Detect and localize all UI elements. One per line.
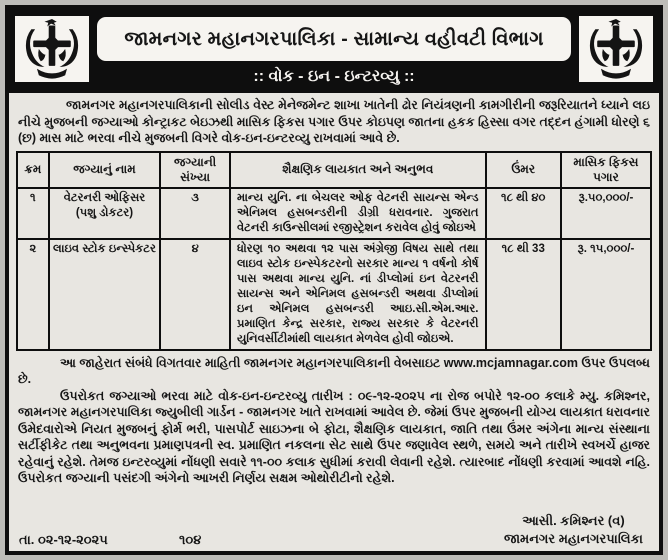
table-header-row xyxy=(17,152,651,188)
signatory-organization: જામનગર મહાનગરપાલિકા xyxy=(503,531,643,546)
page-title xyxy=(97,17,571,61)
col-header-post-name: જગ્યાનું નામ xyxy=(49,152,161,188)
interview-note: ઉપરોકત જગ્યાઓ ભરવા માટે વોક-ઇન-ઇન્ટરવ્યુ તારીખ : ૦૯-૧૨-૨૦૨૫ ના રોજ બપોરે ૧૨-૦૦ કલાકે મ્યુ. કમિશ્નર, જામનગર મહાનગરપાલિકા જ્યુબીલી ગાર્ડન - જામનગર ખાતે રાખવામાં આવેલ છે. જેમાં ઉપર મુજબની યોગ્ય લાયકાત ધરાવનાર ઉમેદવારોએ નિયત મુજબનું ફોર્મ ભરી, પાસપોર્ટ સાઇઝના બે ફોટા, શૈક્ષણિક લાયકાત, જાતિ તથા ઉંમર અંગેના માન્ય સંસ્થાના સર્ટીફીકેટ તથા અનુભવના પ્રમાણપત્રની સ્વ. પ્રમાણિત નકલના સેટ સાથે ઉપર જણાવેલ સ્થળે, સમયે અને તારીખે સ્વખર્ચે હાજર રહેવાનું રહેશે. તેમજ ઇન્ટરવ્યુમાં નોંધણી સવારે ૧૧-૦૦ કલાક સુધીમાં કરાવી લેવાની રહેશે. ત્યારબાદ નોંધણી કરવામાં આવશે નહિ. ઉપરોકત જગ્યાની પસંદગી અંગેનો આખરી નિર્ણય સક્ષમ ઓથોરીટીનો રહેશે. xyxy=(18,388,650,485)
cell-age: ૧૮ થી 33 xyxy=(486,239,561,350)
notice-header xyxy=(9,9,659,93)
cell-post-count: ૪ xyxy=(160,239,230,350)
table-row xyxy=(17,239,651,350)
col-header-qualification: શૈક્ષણિક લાયકાત અને અનુભવ xyxy=(230,152,486,188)
page-title-text: જામનગર મહાનગરપાલિકા - સામાન્ય વહીવટી વિભાગ xyxy=(124,27,544,50)
notice-number: ૧૦૪ xyxy=(179,532,202,547)
intro-paragraph: જામનગર મહાનગરપાલિકાની સોલીડ વેસ્ટ મેનેજમેન્ટ શાખા ખાતેની ઢોર નિયંત્રણની કામગીરીની જરૂરિયાતને ધ્યાને લઇ નીચે મુજબની જગ્યાઓ કોન્ટ્રાકટ બેઇઝથી માસિક ફિકસ પગાર ઉપર કોઇપણ જાતના હકક હિસ્સા વગર તદ્દન હંગામી ધોરણે ૬ (છ) માસ માટે ભરવા નીચે મુજબની વિગરે વોક-ઇન-ઇન્ટરવ્યુ રાખવામાં આવે છે. xyxy=(18,98,650,145)
cell-salary: રૂ. ૧૫,૦૦૦/- xyxy=(561,239,651,350)
cell-serial: ૧ xyxy=(17,188,49,239)
municipal-crest-icon xyxy=(579,16,653,82)
cell-salary: રૂ.૫૦,૦૦૦/- xyxy=(561,188,651,239)
notice-subtitle: :: વોક - ઇન - ઇન્ટરવ્યુ :: xyxy=(253,68,415,85)
cell-post-name: વેટરનરી ઓફિસર (પશુ ડોકટર) xyxy=(49,188,161,239)
signatory-designation: આસી. કમિશ્નર (વ) xyxy=(522,513,625,528)
website-note: આ જાહેરાત સંબંધે વિગતવાર માહિતી જામનગર મહાનગરપાલિકાની વેબસાઇટ www.mcjamnagar.com ઉપર ઉપલબ્ધ છે. xyxy=(18,355,650,386)
municipal-crest-icon xyxy=(15,16,89,82)
vacancy-table xyxy=(16,151,652,351)
notice-date: તા. ૦૨-૧૨-૨૦૨૫ xyxy=(19,532,108,547)
notice-document xyxy=(5,5,663,555)
table-row xyxy=(17,188,651,239)
col-header-post-count: જગ્યાની સંખ્યા xyxy=(160,152,230,188)
col-header-serial: ક્રમ xyxy=(17,152,49,188)
notes-section xyxy=(9,351,659,487)
cell-post-count: ૩ xyxy=(160,188,230,239)
col-header-salary: માસિક ફિકસ પગાર xyxy=(561,152,651,188)
cell-qualification: માન્ય યુનિ. ના બેચલર ઓફ વેટનરી સાયન્સ એન્ડ એનિમલ હસબન્ડરીની ડીગ્રી ધરાવનાર. ગુજરાત વેટનરી કાઉન્સીલમાં રજીસ્ટ્રેશન કરાવેલ હોવું જોઇએ xyxy=(230,188,486,239)
cell-age: ૧૮ થી ૪૦ xyxy=(486,188,561,239)
cell-serial: ૨ xyxy=(17,239,49,350)
col-header-age: ઉંમર xyxy=(486,152,561,188)
cell-post-name: લાઇવ સ્ટોક ઇન્સ્પેકટર xyxy=(49,239,161,350)
signature-block xyxy=(504,512,643,548)
cell-qualification: ધોરણ ૧૦ અથવા ૧૨ પાસ અંગ્રેજી વિષય સાથે તથા લાઇવ સ્ટોક ઇન્સ્પેકટરનો સરકાર માન્ય ૧ વર્ષનો કોર્ષ પાસ અથવા માન્ય યુનિ. નાં ડીપ્લોમાં ઇન વેટરનરી સાયન્સ અને એનિમલ હસબન્ડરી અથવા ડીપ્લોમાં ઇન એનિમલ હસબન્ડરી આઇ.સી.એમ.આર. પ્રમાણિત કેન્દ્ર સરકાર, રાજ્ય સરકાર કે વેટરનરી યુનિવર્સીટીમાંથી લાયકાત મેળવેલ હોવી જોઇએ. xyxy=(230,239,486,350)
notice-footer xyxy=(9,487,659,552)
